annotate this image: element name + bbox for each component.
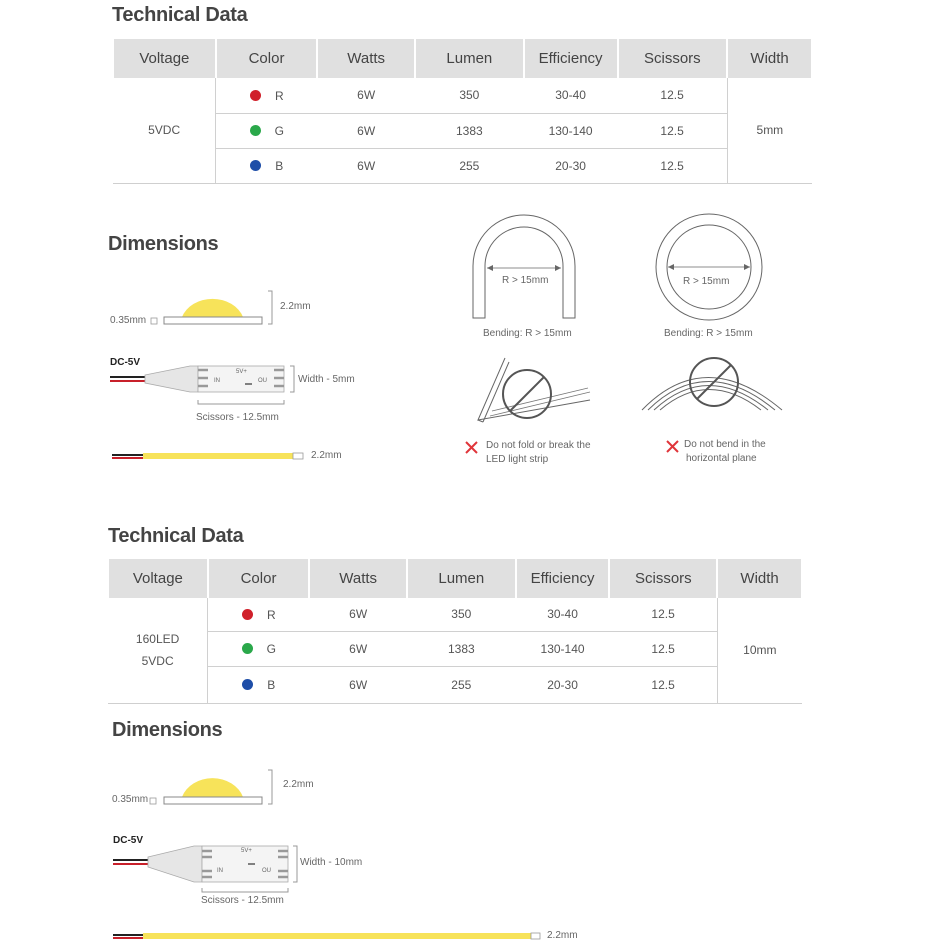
pad-plus-label: 5V+ [236,369,247,375]
voltage-value: 5VDC [141,654,174,669]
spec-table [107,559,803,704]
header-scissors: Scissors [618,39,728,78]
watts-cell: 6W [309,666,407,703]
watts-cell: 6W [317,78,415,113]
strip-height-label: 2.2mm [547,930,578,941]
width-cell: 5mm [727,78,812,183]
color-label: R [274,88,284,103]
header-watts: Watts [317,39,415,78]
warning-plane-line2: horizontal plane [686,453,757,464]
header-efficiency: Efficiency [516,559,610,598]
color-cell [208,631,310,666]
watts-cell: 6W [317,113,415,148]
voltage-value: 160LED [135,632,180,647]
scissors-cell: 12.5 [609,666,717,703]
scissors-cell: 12.5 [618,148,728,183]
fold-strip-icon [478,358,590,422]
height-bracket-icon [268,770,272,804]
red-dot-icon [242,609,253,620]
warning-fold-line2: LED light strip [486,454,549,465]
pad-out-label: OU [262,868,271,874]
pad-out-label: OU [258,378,267,384]
header-lumen: Lumen [415,39,524,78]
circle-radius-label: R > 15mm [683,276,730,287]
strip-side-icon [143,933,531,939]
thickness-marker-icon [150,798,156,804]
watts-cell: 6W [309,631,407,666]
header-efficiency: Efficiency [524,39,618,78]
pad-in-label: IN [214,378,220,384]
thickness-label: 0.35mm [112,794,149,805]
section-title: Technical Data [108,525,244,547]
color-label: G [274,123,284,138]
thickness-marker-icon [151,318,157,324]
header-voltage: Voltage [108,559,208,598]
warning-plane-line1: Do not bend in the [684,439,766,450]
height-bracket-icon [268,291,272,324]
scissors-cell: 12.5 [618,78,728,113]
scissors-cell: 12.5 [609,598,717,631]
connector-boot-icon [148,846,202,882]
header-voltage: Voltage [113,39,216,78]
efficiency-cell: 20-30 [516,666,610,703]
efficiency-cell: 130-140 [524,113,618,148]
blue-dot-icon [242,679,253,690]
lumen-cell: 1383 [407,631,516,666]
u-radius-label: R > 15mm [502,275,549,286]
voltage-label: DC-5V [110,357,141,368]
scissors-label: Scissors - 12.5mm [196,412,279,423]
warning-x-icon [667,441,678,452]
pcb-base-icon [164,797,262,804]
header-watts: Watts [309,559,407,598]
width-label: Width - 5mm [298,374,355,385]
lumen-cell: 255 [407,666,516,703]
connector-boot-icon [145,366,198,392]
lumen-cell: 1383 [415,113,524,148]
u-bending-caption: Bending: R > 15mm [483,328,572,339]
phosphor-dome-icon [182,778,243,797]
scissors-cell: 12.5 [618,113,728,148]
height-label: 2.2mm [280,301,311,312]
lumen-cell: 255 [415,148,524,183]
pad-plus-label: 5V+ [241,848,252,854]
color-label: B [275,158,284,173]
height-label: 2.2mm [283,779,314,790]
color-cell [208,666,310,703]
watts-cell: 6W [317,148,415,183]
width-label: Width - 10mm [300,857,363,868]
lumen-cell: 350 [407,598,516,631]
header-width: Width [727,39,812,78]
voltage-label: DC-5V [113,835,144,846]
lumen-cell: 350 [415,78,524,113]
efficiency-cell: 30-40 [524,78,618,113]
header-scissors: Scissors [609,559,717,598]
green-dot-icon [242,643,253,654]
warning-fold-line1: Do not fold or break the [486,440,591,451]
thickness-label: 0.35mm [110,315,147,326]
section-title: Technical Data [112,4,248,26]
color-label: B [267,677,276,692]
header-width: Width [717,559,802,598]
dimensions-title: Dimensions [112,719,223,741]
strip-side-icon [143,453,293,459]
circle-bending-caption: Bending: R > 15mm [664,328,753,339]
width-cell: 10mm [717,598,802,703]
watts-cell: 6W [309,598,407,631]
scissors-cell: 12.5 [609,631,717,666]
strip-height-label: 2.2mm [311,450,342,461]
dimensions-title: Dimensions [108,233,219,255]
color-label: G [266,641,276,656]
scissors-label: Scissors - 12.5mm [201,895,284,906]
header-lumen: Lumen [407,559,516,598]
color-label: R [266,607,276,622]
warning-x-icon [466,442,477,453]
voltage-value: 5VDC [148,123,181,138]
pcb-base-icon [164,317,262,324]
pad-in-label: IN [217,868,223,874]
efficiency-cell: 30-40 [516,598,610,631]
efficiency-cell: 20-30 [524,148,618,183]
header-color: Color [208,559,310,598]
header-color: Color [216,39,318,78]
u-bend-icon [473,215,575,318]
efficiency-cell: 130-140 [516,631,610,666]
phosphor-dome-icon [182,299,243,317]
voltage-cell [108,598,208,703]
color-cell [208,598,310,631]
